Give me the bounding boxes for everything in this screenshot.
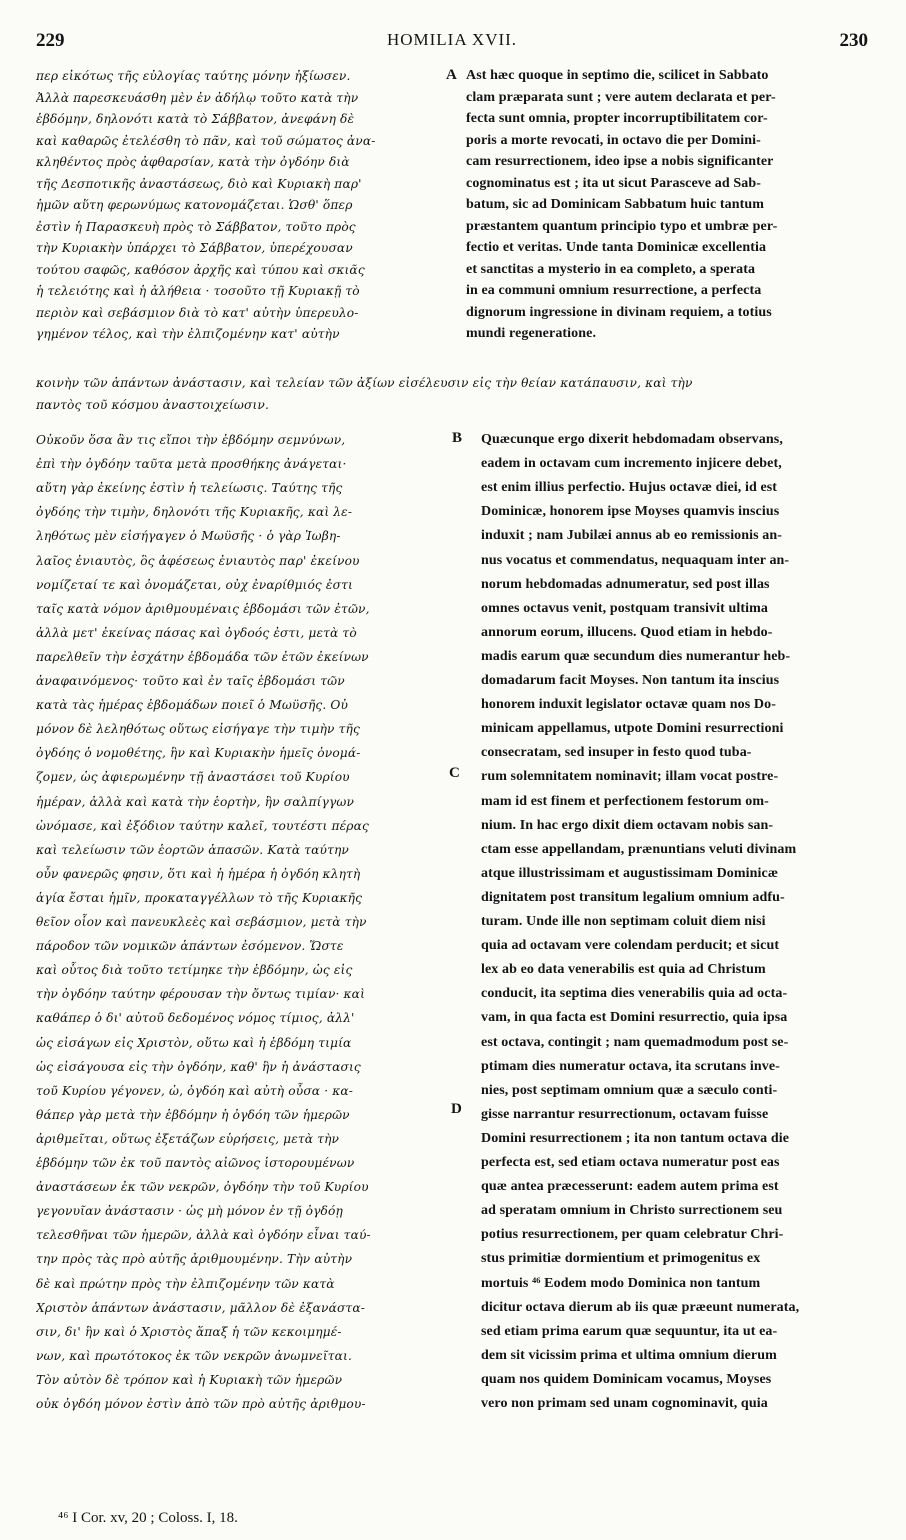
text-line: nus vocatus et commendatus, nequaquam inter an-: [481, 552, 790, 568]
text-line: ἁγία ἔσται ἡμῖν, προκαταγγέλλων τὸ τῆς Κυριακῆς: [36, 890, 363, 905]
text-line: ctam esse appellandam, prænuntians veluti divinam: [481, 841, 797, 857]
text-line: omnes octavus venit, postquam transivit ultima: [481, 600, 768, 616]
text-line: conducit, ita septima dies venerabilis quia ad octa-: [481, 986, 788, 1002]
text-line: vero non primam sed unam cognominavit, quia: [481, 1396, 768, 1411]
text-line: mundi regeneratione.: [466, 326, 597, 341]
text-line: οὐκ ὀγδόη μόνον ἐστὶν ἀπὸ τῶν πρὸ αὐτῆς ἀριθμου-: [36, 1397, 366, 1411]
text-line: καὶ οὗτος διὰ τοῦτο τετίμηκε τὴν ἑβδόμην, ὡς εἰς: [36, 963, 353, 978]
text-line: Τὸν αὐτὸν δὲ τρόπον καὶ ἡ Κυριακὴ τῶν ἡμερῶν: [36, 1372, 343, 1387]
text-line: ἑβδόμην, δηλονότι κατὰ τὸ Σάββατον, ἀνεφάνη δὲ: [36, 112, 355, 126]
text-line: Χριστὸν ἁπάντων ἀνάστασιν, μᾶλλον δὲ ἐξανάστα-: [36, 1300, 365, 1315]
text-line: ptimam dies numeratur octava, ita scrutans inve-: [481, 1058, 780, 1074]
text-line: quia ad octavam vere colendam perducit; et sicut: [481, 938, 780, 954]
text-line: ἀναστάσεων ἐκ τῶν νεκρῶν, ὀγδόην τὴν τοῦ Κυρίου: [36, 1180, 369, 1195]
text-line: perfecta est, sed etiam octava numeratur post eas: [481, 1155, 780, 1170]
text-line: præstantem quantum principio typo et umbræ per-: [466, 218, 778, 234]
text-line: Ast hæc quoque in septimo die, scilicet in Sabbato: [466, 68, 769, 83]
text-line: turam. Unde ille non septimam coluit diem nisi: [481, 914, 766, 929]
text-line: ὀγδόης τὴν τιμὴν, δηλονότι τῆς Κυριακῆς, καὶ λε-: [36, 505, 353, 520]
text-line: ad speratam omnium in Christo surrectionem seu: [481, 1203, 783, 1219]
text-line: ληθότως μὲν εἰσήγαγεν ὁ Μωϋσῆς · ὁ γὰρ Ἰωβη-: [36, 529, 341, 544]
text-line: ὀγδόης ὁ νομοθέτης, ἣν καὶ Κυριακὴν ἡμεῖς ὀνομά-: [36, 746, 361, 761]
text-line: κατὰ τὰς ἡμέρας ἑβδομάδων ποιεῖ ὁ Μωϋσῆς. Οὐ: [36, 698, 349, 713]
text-line: νων, καὶ πρωτότοκος ἐκ τῶν νεκρῶν ἀνωμνεῖται.: [36, 1348, 352, 1363]
text-line: clam præparata sunt ; vere autem declarata et per-: [466, 89, 776, 105]
text-line: ὡς εἰσάγων εἰς Χριστὸν, οὕτω καὶ ἡ ἑβδόμη τιμία: [36, 1035, 352, 1050]
text-line: ἐστὶν ἡ Παρασκευὴ πρὸς τὸ Σάββατον, τοῦτο πρὸς: [36, 219, 356, 234]
text-line: αὕτη γὰρ ἐκείνης ἐστὶν ἡ τελείωσις. Ταύτης τῆς: [36, 481, 343, 496]
text-line: est octava, contingit ; nam quemadmodum post se-: [481, 1034, 789, 1050]
text-line: dem sit vicissim prima et ultima omnium dierum: [481, 1347, 777, 1363]
text-line: annorum eorum, illucens. Quod etiam in hebdo-: [481, 624, 773, 640]
text-line: τὴν ὀγδόην ταύτην φέρουσαν τὴν ὄντως τιμίαν· καὶ: [36, 987, 365, 1002]
text-line: ἀλλὰ μετ' ἐκείνας πάσας καὶ ὀγδοός ἐστι, μετὰ τὸ: [36, 625, 357, 640]
text-line: in ea communi omnium resurrectione, a perfecta: [466, 283, 762, 298]
text-line: nium. In hac ergo dixit diem octavam nobis san-: [481, 817, 774, 833]
text-line: stus primitiæ dormientium et primogenitus ex: [481, 1251, 761, 1267]
text-line: dignorum ingressione in divinam requiem, a totius: [466, 304, 772, 320]
text-line: nies, post septimam omnium quæ a sæculo conti-: [481, 1082, 778, 1098]
text-line: Οὐκοῦν ὅσα ἂν τις εἴποι τὴν ἑβδόμην σεμνύνων,: [36, 433, 346, 447]
text-line: Dominicæ, honorem ipse Moyses quamvis inscius: [481, 504, 780, 520]
text-line: fecta sunt omnia, propter incorruptibilitatem cor-: [466, 111, 768, 126]
text-line: dicitur octava dierum ab iis quæ præeunt numerata,: [481, 1299, 800, 1315]
text-line: ἀναφαινόμενος· τοῦτο καὶ ἐν ταῖς ἑβδομάσι τῶν: [36, 674, 345, 688]
text-line: consecratam, sed insuper in festo quod tuba-: [481, 745, 752, 761]
text-line: ἑβδόμην τῶν ἐκ τοῦ παντὸς αἰῶνος ἱστορουμένων: [36, 1156, 355, 1170]
text-line: madis earum quæ secundum dies numerantur heb-: [481, 648, 791, 664]
text-line: ἡ τελειότης καὶ ἡ ἀλήθεια · τοσοῦτο τῇ Κυριακῇ τὸ: [36, 284, 360, 298]
text-line: σιν, δι' ἣν καὶ ὁ Χριστὸς ἅπαξ ἡ τῶν κεκοιμημέ-: [36, 1324, 342, 1339]
text-line: rum solemnitatem nominavit; illam vocat postre-: [481, 769, 779, 785]
text-line: dignitatem post transitum legalium omnium adfu-: [481, 889, 785, 905]
text-line: mortuis ⁴⁶ Eodem modo Dominica non tantum: [481, 1275, 761, 1291]
text-line: Quæcunque ergo dixerit hebdomadam observans,: [481, 432, 783, 447]
text-line: παντὸς τοῦ κόσμου ἀναστοιχείωσιν.: [36, 397, 270, 412]
page-number-right: 230: [839, 30, 868, 51]
margin-marker-d: D: [451, 1101, 462, 1117]
footnote: ⁴⁶ I Cor. xv, 20 ; Coloss. I, 18.: [58, 1510, 238, 1526]
text-line: honorem induxit legislator octavæ quam nos Do-: [481, 697, 776, 713]
text-line: quæ antea præcesserunt: eadem autem prima est: [481, 1179, 779, 1195]
text-line: καὶ καθαρῶς ἐτελέσθη τὸ πᾶν, καὶ τοῦ σώματος ἀνα-: [36, 133, 376, 148]
page-header: [36, 30, 868, 60]
text-line: Domini resurrectionem ; ita non tantum octava die: [481, 1130, 790, 1146]
text-line: τελεσθῆναι τῶν ἡμερῶν, ἀλλὰ καὶ ὀγδόην εἶναι ταύ-: [36, 1228, 371, 1243]
text-line: atque illustrissimam et augustissimam Dominicæ: [481, 865, 779, 881]
text-line: λαῖος ἐνιαυτὸς, ὃς ἀφέσεως ἐνιαυτὸς παρ' ἐκείνου: [36, 553, 360, 568]
margin-marker-a: A: [446, 67, 457, 83]
text-line: batum, sic ad Dominicam Sabbatum huic tantum: [466, 197, 765, 212]
text-line: domadarum facit Moyses. Non tantum ita inscius: [481, 673, 780, 688]
text-line: παρελθεῖν τὴν ἐσχάτην ἑβδομάδα τῶν ἐτῶν ἐκείνων: [36, 649, 369, 664]
text-line: eadem in octavam cum incremento injicere debet,: [481, 456, 782, 472]
text-line: κληθέντος πρὸς ἀφθαρσίαν, κατὰ τὴν ὀγδόην διὰ: [36, 155, 350, 169]
margin-marker-b: B: [452, 430, 463, 446]
text-line: norum hebdomadas adnumeratur, sed post illas: [481, 576, 770, 592]
text-line: ὡς εἰσάγουσα εἰς τὴν ὀγδόην, καθ' ἣν ἡ ἀνάστασις: [36, 1059, 361, 1074]
text-line: καὶ τελείωσιν τῶν ἑορτῶν ἁπασῶν. Κατὰ ταύτην: [36, 842, 349, 857]
text-line: τῆς Δεσποτικῆς ἀναστάσεως, διὸ καὶ Κυριακὴ παρ': [36, 176, 362, 191]
margin-marker-c: C: [449, 765, 460, 781]
text-line: ὠνόμασε, καὶ ἐξόδιον ταύτην καλεῖ, τουτέστι πέρας: [36, 818, 369, 833]
text-line: cognominatus est ; ita ut sicut Parasceve ad Sab-: [466, 175, 761, 191]
text-line: quam nos quidem Dominicam vocamus, Moyses: [481, 1371, 772, 1387]
text-line: poris a morte revocati, in octavo die per Domini-: [466, 132, 761, 148]
text-line: περ εἰκότως τῆς εὐλογίας ταύτης μόνην ἠξίωσεν.: [36, 69, 351, 83]
text-line: τοῦ Κυρίου γέγονεν, ὡ, ὀγδόη καὶ αὐτὴ οὖσα · κα-: [36, 1083, 354, 1098]
text-line: vam, in qua facta est Domini resurrectio, quia ipsa: [481, 1010, 788, 1026]
running-title: HOMILIA XVII.: [386, 30, 518, 49]
page-number-left: 229: [36, 30, 65, 51]
text-line: sed etiam prima earum quæ sequuntur, ita ut ea-: [481, 1323, 778, 1339]
text-line: θεῖον οἷον καὶ πανευκλεὲς καὶ σεβάσμιον, μετὰ τὴν: [36, 915, 367, 929]
text-line: ταῖς κατὰ νόμον ἀριθμουμέναις ἑβδομάσι τῶν ἐτῶν,: [36, 601, 370, 616]
text-line: mam id est finem et perfectionem festorum om-: [481, 793, 769, 809]
text-line: καθάπερ ὁ δι' αὐτοῦ δεδομένος νόμος τίμιος, ἀλλ': [36, 1011, 355, 1026]
text-line: ἡμῶν αὕτη φερωνύμως κατονομάζεται. Ὡσθ' ὅπερ: [36, 198, 353, 212]
text-line: gisse narrantur resurrectionum, octavam fuisse: [481, 1106, 769, 1122]
text-line: δὲ καὶ πρώτην πρὸς τὴν ἐλπιζομένην τῶν κατὰ: [36, 1276, 335, 1291]
text-line: την πρὸς τὰς πρὸ αὐτῆς ἀριθμουμένην. Τὴν αὐτὴν: [36, 1252, 353, 1267]
text-line: est enim illius perfectio. Hujus octavæ diei, id est: [481, 480, 778, 496]
text-line: fectio et veritas. Unde tanta Dominicæ excellentia: [466, 240, 767, 255]
text-line: μόνον δὲ λεληθότως οὕτως εἰσήγαγε τὴν τιμὴν τῆς: [36, 722, 360, 737]
text-line: τούτου σαφῶς, καθόσον ἀρχῆς καὶ τύπου καὶ σκιᾶς: [36, 262, 365, 277]
text-line: γημένον τέλος, καὶ τὴν ἐλπιζομένην κατ' αὐτὴν: [36, 327, 340, 341]
text-line: τὴν Κυριακὴν ὑπάρχει τὸ Σάββατον, ὑπερέχουσαν: [36, 241, 353, 255]
text-line: γεγονυῖαν ἀνάστασιν · ὡς μὴ μόνον ἐν τῇ ὀγδόῃ: [36, 1204, 343, 1219]
text-line: κοινὴν τῶν ἁπάντων ἀνάστασιν, καὶ τελείαν τῶν ἀξίων εἰσέλευσιν εἰς τὴν θείαν κατάπαυσιν, καὶ τὴν: [36, 376, 693, 390]
text-line: lex ab eo data venerabilis est quia ad Christum: [481, 962, 766, 978]
text-line: οὖν φανερῶς φησιν, ὅτι καὶ ἡ ἡμέρα ἡ ὀγδόη κλητὴ: [36, 866, 361, 881]
text-line: ἀριθμεῖται, οὕτως ἐξετάζων εὑρήσεις, μετὰ τὴν: [36, 1131, 340, 1146]
text-line: θάπερ γὰρ μετὰ τὴν ἑβδόμην ἡ ὀγδόη τῶν ἡμερῶν: [36, 1107, 350, 1122]
text-line: cam resurrectionem, ideo ipse a nobis significanter: [466, 154, 774, 169]
text-line: περιὸν καὶ σεβάσμιον διὰ τὸ κατ' αὐτὴν ὑπερευλο-: [36, 305, 359, 320]
text-line: νομίζεταί τε καὶ ὀνομάζεται, οὐχ ἐναρίθμιός ἐστι: [36, 577, 353, 592]
text-line: ἡμέραν, ἀλλὰ καὶ κατὰ τὴν ἑορτὴν, ἣν σαλπίγγων: [36, 794, 355, 809]
text-line: et sanctitas a mysterio in ea completo, a sperata: [466, 261, 756, 277]
text-line: Ἀλλὰ παρεσκευάσθη μὲν ἐν ἀδήλῳ τοῦτο κατὰ τὴν: [36, 90, 359, 105]
text-line: potius resurrectionem, per quam celebratur Chri-: [481, 1227, 784, 1243]
text-line: minicam appellamus, utpote Domini resurrectioni: [481, 721, 784, 737]
text-line: πάροδον τῶν νομικῶν ἁπάντων ἐσόμενον. Ὥστε: [36, 939, 344, 954]
text-line: induxit ; nam Jubilæi annus ab eo remissionis an-: [481, 528, 783, 544]
text-line: ἐπὶ τὴν ὀγδόην ταῦτα μετὰ προσθήκης ἀνάγεται·: [36, 457, 347, 472]
text-line: ζομεν, ὡς ἀφιερωμένην τῇ ἀναστάσει τοῦ Κυρίου: [36, 770, 350, 785]
